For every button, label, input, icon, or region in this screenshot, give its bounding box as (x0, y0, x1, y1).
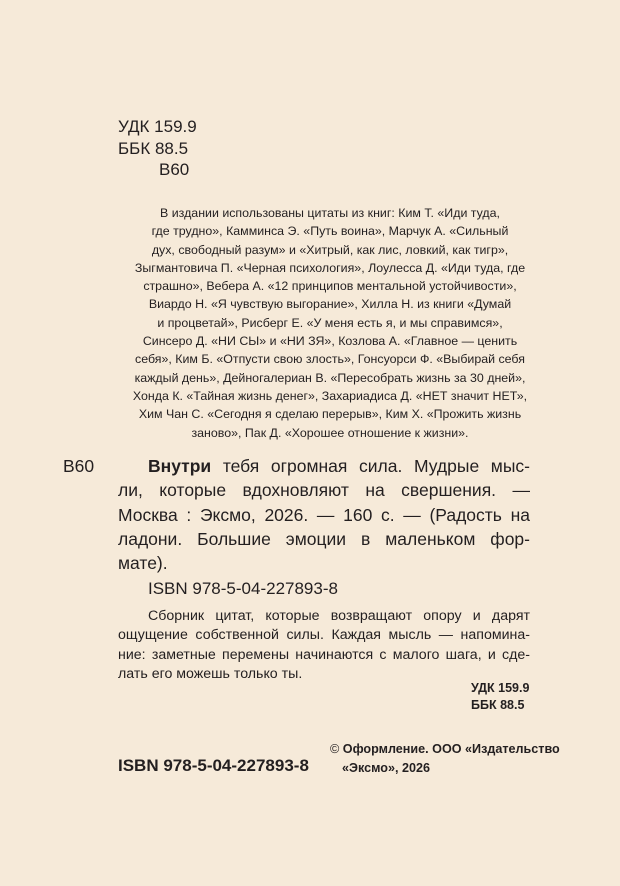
note-line: где трудно», Камминса Э. «Путь воина», Марчук А. «Сильный (151, 224, 509, 239)
note-line: В издании использованы цитаты из книг: Ким Т. «Иди туда, (160, 206, 500, 220)
note-line: Зыгмантовича П. «Черная психология», Лоулесса Д. «Иди туда, где (134, 260, 526, 275)
annotation-line: ние: заметные перемены начинаются с малого шага, и сде- (118, 646, 530, 663)
note-line: себя», Ким Б. «Отпусти свою злость», Гонсуорси Ф. «Выбирай себя (135, 352, 525, 367)
note-line: Синсеро Д. «НИ СЫ» и «НИ ЗЯ», Козлова А. «Главное — ценить (142, 334, 518, 349)
classification-codes (118, 116, 197, 181)
copyright-text-1: Оформление. ООО «Издательство (342, 742, 560, 756)
copyright-icon: © (330, 742, 340, 756)
bbk-code-small: ББК 88.5 (471, 697, 525, 712)
biblio-line: ладони. Большие эмоции в маленьком фор- (118, 528, 530, 549)
biblio-line: ли, которые вдохновляют на свершения. — (118, 480, 530, 501)
annotation-line: лать его можешь только ты. (118, 665, 303, 682)
note-line: каждый день», Дейногалериан В. «Пересобрать жизнь за 30 дней», (134, 370, 526, 385)
annotation-line: Сборник цитат, которые возвращают опору и дарят (148, 608, 530, 624)
classification-codes-small (471, 680, 529, 713)
biblio-line: Москва : Эксмо, 2026. — 160 с. — (Радость на (118, 504, 530, 525)
copyright-notice (330, 740, 560, 777)
biblio-author-mark: В60 (63, 456, 95, 476)
biblio-isbn: ISBN 978-5-04-227893-8 (148, 579, 338, 598)
note-line: заново», Пак Д. «Хорошее отношение к жизни». (191, 425, 469, 440)
udk-code-small: УДК 159.9 (471, 681, 530, 695)
book-title-bold: Внутри (148, 456, 212, 476)
quotes-source-note (120, 204, 540, 442)
annotation-line: ощущение собственной силы. Каждая мысль — напомина- (118, 627, 530, 644)
copyright-line-2: «Эксмо», 2026 (342, 760, 430, 775)
bbk-code: ББК 88.5 (118, 138, 189, 158)
biblio-line-first (118, 454, 530, 478)
note-line: Виардо Н. «Я чувствую выгорание», Хилла Н. из книги «Думай (148, 297, 512, 312)
note-line: дух, свободный разум» и «Хитрый, как лис, ловкий, как тигр», (151, 242, 509, 257)
annotation (118, 607, 530, 684)
note-line: и процветай», Рисберг Е. «У меня есть я, и мы справимся», (157, 315, 503, 330)
biblio-line: мате). (118, 553, 168, 574)
isbn-bold: ISBN 978-5-04-227893-8 (118, 756, 309, 775)
bibliographic-description (118, 454, 530, 575)
udk-code: УДК 159.9 (118, 117, 197, 136)
note-line: страшно», Вебера А. «12 принципов ментальной устойчивости», (143, 279, 517, 294)
author-mark: В60 (159, 160, 190, 179)
note-line: Хонда К. «Тайная жизнь денег», Захариадиса Д. «НЕТ значит НЕТ», (132, 388, 528, 403)
note-line: Хим Чан С. «Сегодня я сделаю перерыв», Ким Х. «Прожить жизнь (138, 407, 522, 422)
copyright-line-1 (330, 740, 560, 759)
biblio-line-rest: тебя огромная сила. Мудрые мыс- (222, 456, 530, 476)
